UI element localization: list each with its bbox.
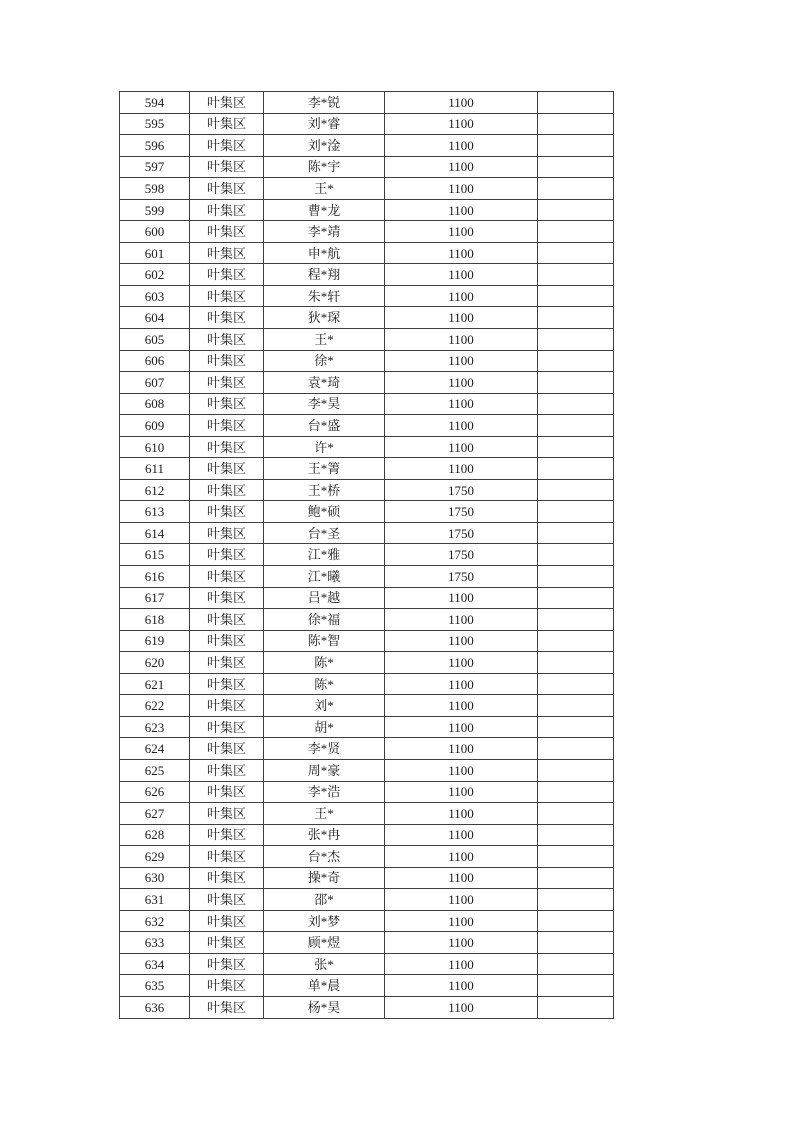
table-row <box>120 996 614 1018</box>
cell-remark <box>538 953 614 975</box>
cell-district: 叶集区 <box>190 695 264 717</box>
cell-remark <box>538 329 614 351</box>
cell-remark <box>538 156 614 178</box>
cell-remark <box>538 479 614 501</box>
table-row <box>120 846 614 868</box>
cell-remark <box>538 609 614 631</box>
cell-remark <box>538 221 614 243</box>
cell-name: 胡* <box>264 716 385 738</box>
cell-serial: 604 <box>120 307 190 329</box>
cell-amount: 1100 <box>385 781 538 803</box>
cell-remark <box>538 759 614 781</box>
cell-serial: 612 <box>120 479 190 501</box>
cell-name: 鲍*硕 <box>264 501 385 523</box>
cell-remark <box>538 566 614 588</box>
cell-serial: 622 <box>120 695 190 717</box>
table-row <box>120 867 614 889</box>
cell-district: 叶集区 <box>190 781 264 803</box>
cell-name: 袁*琦 <box>264 372 385 394</box>
cell-serial: 597 <box>120 156 190 178</box>
cell-name: 王*桥 <box>264 479 385 501</box>
table-row <box>120 932 614 954</box>
cell-name: 徐*福 <box>264 609 385 631</box>
cell-district: 叶集区 <box>190 932 264 954</box>
cell-amount: 1750 <box>385 501 538 523</box>
cell-district: 叶集区 <box>190 199 264 221</box>
cell-serial: 607 <box>120 372 190 394</box>
cell-district: 叶集区 <box>190 824 264 846</box>
cell-name: 陈*智 <box>264 630 385 652</box>
cell-remark <box>538 285 614 307</box>
cell-district: 叶集区 <box>190 803 264 825</box>
table-row <box>120 221 614 243</box>
cell-serial: 601 <box>120 242 190 264</box>
cell-serial: 615 <box>120 544 190 566</box>
cell-serial: 608 <box>120 393 190 415</box>
table-row <box>120 479 614 501</box>
cell-name: 陈*宇 <box>264 156 385 178</box>
table-row <box>120 415 614 437</box>
table-row <box>120 695 614 717</box>
cell-name: 周*豪 <box>264 759 385 781</box>
table-row <box>120 652 614 674</box>
cell-name: 顾*煜 <box>264 932 385 954</box>
cell-serial: 610 <box>120 436 190 458</box>
cell-remark <box>538 436 614 458</box>
cell-remark <box>538 307 614 329</box>
cell-remark <box>538 889 614 911</box>
cell-remark <box>538 824 614 846</box>
cell-district: 叶集区 <box>190 587 264 609</box>
cell-name: 陈* <box>264 673 385 695</box>
cell-district: 叶集区 <box>190 522 264 544</box>
cell-amount: 1100 <box>385 975 538 997</box>
cell-name: 杨*昊 <box>264 996 385 1018</box>
cell-district: 叶集区 <box>190 759 264 781</box>
table-row <box>120 329 614 351</box>
cell-amount: 1100 <box>385 738 538 760</box>
cell-serial: 636 <box>120 996 190 1018</box>
cell-amount: 1100 <box>385 329 538 351</box>
cell-name: 台*杰 <box>264 846 385 868</box>
table-row <box>120 135 614 157</box>
cell-serial: 595 <box>120 113 190 135</box>
table-row <box>120 285 614 307</box>
cell-remark <box>538 544 614 566</box>
table-row <box>120 630 614 652</box>
table-row <box>120 307 614 329</box>
cell-name: 陈* <box>264 652 385 674</box>
cell-amount: 1100 <box>385 609 538 631</box>
cell-serial: 596 <box>120 135 190 157</box>
cell-remark <box>538 867 614 889</box>
table-row <box>120 501 614 523</box>
cell-serial: 634 <box>120 953 190 975</box>
cell-remark <box>538 975 614 997</box>
cell-name: 刘*梦 <box>264 910 385 932</box>
cell-serial: 619 <box>120 630 190 652</box>
cell-remark <box>538 996 614 1018</box>
cell-amount: 1100 <box>385 393 538 415</box>
cell-serial: 635 <box>120 975 190 997</box>
cell-remark <box>538 781 614 803</box>
cell-serial: 617 <box>120 587 190 609</box>
cell-district: 叶集区 <box>190 738 264 760</box>
cell-amount: 1100 <box>385 953 538 975</box>
cell-serial: 627 <box>120 803 190 825</box>
cell-amount: 1100 <box>385 221 538 243</box>
cell-name: 李*靖 <box>264 221 385 243</box>
cell-serial: 594 <box>120 92 190 114</box>
cell-district: 叶集区 <box>190 630 264 652</box>
cell-amount: 1100 <box>385 824 538 846</box>
cell-serial: 628 <box>120 824 190 846</box>
table-row <box>120 889 614 911</box>
cell-name: 单*晨 <box>264 975 385 997</box>
cell-name: 王*箐 <box>264 458 385 480</box>
cell-district: 叶集区 <box>190 846 264 868</box>
table-row <box>120 522 614 544</box>
cell-remark <box>538 372 614 394</box>
cell-amount: 1100 <box>385 242 538 264</box>
cell-amount: 1100 <box>385 932 538 954</box>
cell-amount: 1100 <box>385 156 538 178</box>
cell-name: 曹*龙 <box>264 199 385 221</box>
cell-district: 叶集区 <box>190 544 264 566</box>
cell-remark <box>538 932 614 954</box>
cell-amount: 1100 <box>385 867 538 889</box>
table-row <box>120 910 614 932</box>
cell-name: 邵* <box>264 889 385 911</box>
table-row <box>120 242 614 264</box>
cell-district: 叶集区 <box>190 458 264 480</box>
table-row <box>120 113 614 135</box>
table-row <box>120 587 614 609</box>
cell-amount: 1100 <box>385 673 538 695</box>
cell-district: 叶集区 <box>190 996 264 1018</box>
cell-name: 李*昊 <box>264 393 385 415</box>
cell-remark <box>538 910 614 932</box>
cell-remark <box>538 199 614 221</box>
cell-amount: 1100 <box>385 803 538 825</box>
table-row <box>120 264 614 286</box>
cell-district: 叶集区 <box>190 415 264 437</box>
cell-name: 张*冉 <box>264 824 385 846</box>
roster-table <box>119 91 614 1019</box>
cell-amount: 1100 <box>385 372 538 394</box>
table-row <box>120 738 614 760</box>
table-row <box>120 178 614 200</box>
cell-name: 江*雅 <box>264 544 385 566</box>
cell-serial: 618 <box>120 609 190 631</box>
cell-amount: 1100 <box>385 910 538 932</box>
cell-name: 狄*琛 <box>264 307 385 329</box>
cell-amount: 1750 <box>385 522 538 544</box>
cell-serial: 621 <box>120 673 190 695</box>
cell-name: 刘*淦 <box>264 135 385 157</box>
cell-serial: 633 <box>120 932 190 954</box>
cell-name: 程*翔 <box>264 264 385 286</box>
cell-district: 叶集区 <box>190 178 264 200</box>
cell-district: 叶集区 <box>190 242 264 264</box>
cell-serial: 623 <box>120 716 190 738</box>
cell-remark <box>538 135 614 157</box>
cell-serial: 624 <box>120 738 190 760</box>
cell-remark <box>538 113 614 135</box>
cell-name: 吕*越 <box>264 587 385 609</box>
cell-amount: 1100 <box>385 436 538 458</box>
cell-remark <box>538 695 614 717</box>
cell-district: 叶集区 <box>190 975 264 997</box>
cell-remark <box>538 92 614 114</box>
cell-serial: 630 <box>120 867 190 889</box>
cell-district: 叶集区 <box>190 329 264 351</box>
roster-table-body <box>120 92 614 1019</box>
cell-amount: 1100 <box>385 178 538 200</box>
table-row <box>120 436 614 458</box>
cell-name: 张* <box>264 953 385 975</box>
cell-serial: 600 <box>120 221 190 243</box>
cell-remark <box>538 803 614 825</box>
cell-serial: 629 <box>120 846 190 868</box>
cell-amount: 1100 <box>385 135 538 157</box>
cell-amount: 1100 <box>385 630 538 652</box>
table-row <box>120 566 614 588</box>
cell-district: 叶集区 <box>190 501 264 523</box>
table-row <box>120 199 614 221</box>
cell-district: 叶集区 <box>190 673 264 695</box>
cell-remark <box>538 415 614 437</box>
cell-serial: 620 <box>120 652 190 674</box>
cell-name: 李*浩 <box>264 781 385 803</box>
table-row <box>120 953 614 975</box>
cell-amount: 1100 <box>385 415 538 437</box>
table-row <box>120 372 614 394</box>
cell-name: 台*盛 <box>264 415 385 437</box>
cell-amount: 1750 <box>385 566 538 588</box>
cell-amount: 1100 <box>385 587 538 609</box>
cell-name: 申*航 <box>264 242 385 264</box>
cell-amount: 1100 <box>385 458 538 480</box>
cell-amount: 1100 <box>385 716 538 738</box>
cell-serial: 605 <box>120 329 190 351</box>
cell-serial: 626 <box>120 781 190 803</box>
cell-remark <box>538 458 614 480</box>
table-row <box>120 975 614 997</box>
cell-district: 叶集区 <box>190 113 264 135</box>
cell-name: 操*奇 <box>264 867 385 889</box>
cell-amount: 1100 <box>385 350 538 372</box>
table-row <box>120 458 614 480</box>
cell-amount: 1100 <box>385 199 538 221</box>
cell-remark <box>538 242 614 264</box>
cell-district: 叶集区 <box>190 889 264 911</box>
table-row <box>120 92 614 114</box>
cell-district: 叶集区 <box>190 910 264 932</box>
cell-remark <box>538 673 614 695</box>
cell-name: 李*贤 <box>264 738 385 760</box>
cell-district: 叶集区 <box>190 953 264 975</box>
cell-serial: 613 <box>120 501 190 523</box>
cell-amount: 1100 <box>385 113 538 135</box>
cell-name: 刘*睿 <box>264 113 385 135</box>
cell-district: 叶集区 <box>190 716 264 738</box>
cell-serial: 599 <box>120 199 190 221</box>
cell-name: 许* <box>264 436 385 458</box>
cell-remark <box>538 846 614 868</box>
cell-amount: 1100 <box>385 695 538 717</box>
cell-remark <box>538 501 614 523</box>
cell-amount: 1100 <box>385 846 538 868</box>
cell-remark <box>538 738 614 760</box>
table-row <box>120 824 614 846</box>
cell-amount: 1100 <box>385 264 538 286</box>
cell-name: 台*圣 <box>264 522 385 544</box>
cell-district: 叶集区 <box>190 479 264 501</box>
table-row <box>120 544 614 566</box>
cell-district: 叶集区 <box>190 350 264 372</box>
cell-amount: 1750 <box>385 544 538 566</box>
cell-amount: 1100 <box>385 889 538 911</box>
cell-amount: 1100 <box>385 996 538 1018</box>
cell-serial: 614 <box>120 522 190 544</box>
cell-serial: 609 <box>120 415 190 437</box>
table-row <box>120 350 614 372</box>
cell-district: 叶集区 <box>190 264 264 286</box>
cell-district: 叶集区 <box>190 156 264 178</box>
table-row <box>120 781 614 803</box>
cell-district: 叶集区 <box>190 609 264 631</box>
cell-district: 叶集区 <box>190 652 264 674</box>
cell-serial: 616 <box>120 566 190 588</box>
cell-name: 王* <box>264 329 385 351</box>
cell-district: 叶集区 <box>190 221 264 243</box>
cell-amount: 1100 <box>385 92 538 114</box>
cell-district: 叶集区 <box>190 307 264 329</box>
cell-remark <box>538 178 614 200</box>
cell-serial: 603 <box>120 285 190 307</box>
cell-district: 叶集区 <box>190 867 264 889</box>
cell-serial: 602 <box>120 264 190 286</box>
cell-name: 王* <box>264 803 385 825</box>
cell-name: 徐* <box>264 350 385 372</box>
cell-district: 叶集区 <box>190 92 264 114</box>
cell-district: 叶集区 <box>190 436 264 458</box>
cell-amount: 1100 <box>385 285 538 307</box>
cell-serial: 611 <box>120 458 190 480</box>
cell-remark <box>538 350 614 372</box>
cell-serial: 598 <box>120 178 190 200</box>
cell-serial: 631 <box>120 889 190 911</box>
cell-name: 朱*轩 <box>264 285 385 307</box>
cell-district: 叶集区 <box>190 285 264 307</box>
cell-serial: 606 <box>120 350 190 372</box>
cell-district: 叶集区 <box>190 372 264 394</box>
cell-name: 江*曦 <box>264 566 385 588</box>
table-row <box>120 156 614 178</box>
cell-remark <box>538 630 614 652</box>
cell-serial: 625 <box>120 759 190 781</box>
cell-remark <box>538 587 614 609</box>
table-row <box>120 759 614 781</box>
cell-district: 叶集区 <box>190 135 264 157</box>
cell-remark <box>538 716 614 738</box>
table-row <box>120 803 614 825</box>
cell-amount: 1750 <box>385 479 538 501</box>
cell-district: 叶集区 <box>190 393 264 415</box>
cell-remark <box>538 393 614 415</box>
table-row <box>120 673 614 695</box>
cell-district: 叶集区 <box>190 566 264 588</box>
cell-name: 刘* <box>264 695 385 717</box>
table-row <box>120 716 614 738</box>
table-row <box>120 393 614 415</box>
cell-remark <box>538 652 614 674</box>
cell-remark <box>538 264 614 286</box>
cell-amount: 1100 <box>385 652 538 674</box>
cell-name: 李*锐 <box>264 92 385 114</box>
cell-amount: 1100 <box>385 307 538 329</box>
cell-amount: 1100 <box>385 759 538 781</box>
cell-name: 王* <box>264 178 385 200</box>
cell-serial: 632 <box>120 910 190 932</box>
table-row <box>120 609 614 631</box>
cell-remark <box>538 522 614 544</box>
